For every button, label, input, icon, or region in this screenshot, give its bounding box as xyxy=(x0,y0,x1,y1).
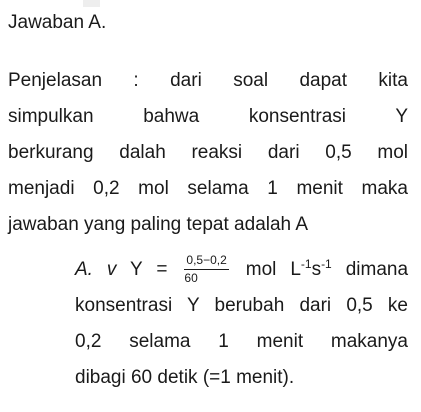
formula-tail: dimana xyxy=(345,259,409,280)
formula-block xyxy=(75,252,408,396)
formula-text-line: 0,2 selama 1 menit makanya xyxy=(75,331,408,352)
formula-fraction xyxy=(184,253,228,286)
top-tab-marker xyxy=(83,0,100,7)
explanation-line: simpulkan bahwa konsentrasi Y xyxy=(8,106,408,127)
formula-text-line: konsentrasi Y berubah dari 0,5 ke xyxy=(75,295,408,316)
explanation-paragraph xyxy=(8,63,408,243)
formula-subject: Y = xyxy=(130,259,168,280)
formula-unit: mol $L^{-1}s^{-1}$ xyxy=(245,257,332,280)
explanation-line: menjadi 0,2 mol selama 1 menit maka xyxy=(8,178,408,199)
formula-text-line: dibagi 60 detik (=1 menit). xyxy=(75,367,295,388)
explanation-line: berkurang dalah reaksi dari 0,5 mol xyxy=(8,142,408,163)
fraction-denominator: 60 xyxy=(184,271,198,286)
formula-label: A. xyxy=(75,259,93,280)
explanation-line: jawaban yang paling tepat adalah A xyxy=(8,214,309,235)
explanation-line: Penjelasan : dari soal dapat kita xyxy=(8,70,408,91)
formula-line xyxy=(75,252,408,288)
formula-variable: v xyxy=(106,259,117,280)
fraction-numerator: 0,5−0,2 xyxy=(184,253,228,270)
answer-heading: Jawaban A. xyxy=(8,12,107,33)
